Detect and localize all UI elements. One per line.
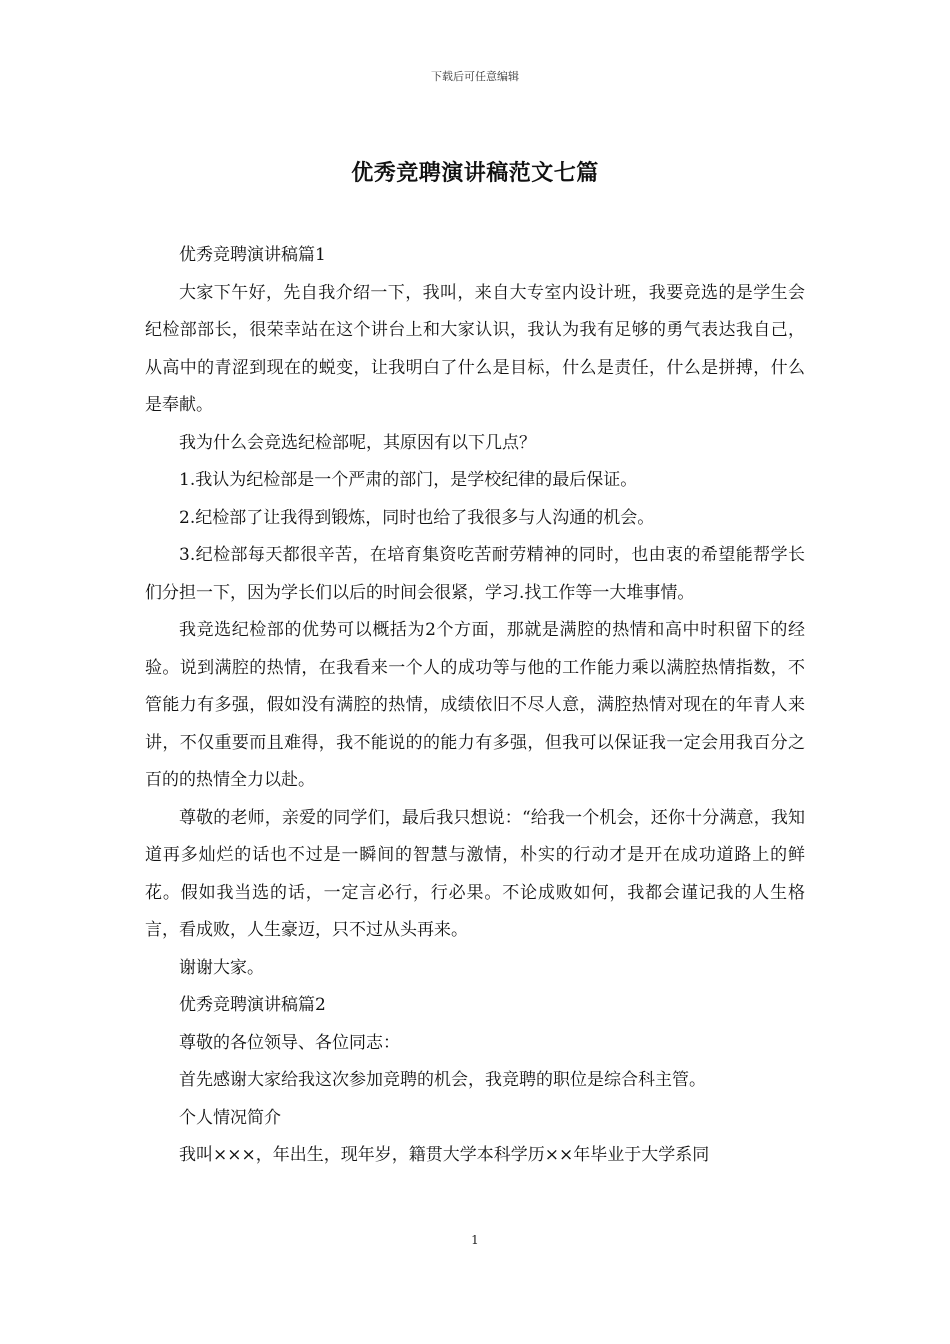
document-body bbox=[145, 237, 805, 1175]
paragraph: 个人情况简介 bbox=[179, 1107, 281, 1128]
paragraph: 首先感谢大家给我这次参加竞聘的机会，我竞聘的职位是综合科主管。 bbox=[179, 1070, 706, 1090]
page-title: 优秀竞聘演讲稿范文七篇 bbox=[351, 161, 599, 186]
paragraph: 3.纪检部每天都很辛苦，在培育集资吃苦耐劳精神的同时，也由衷的希望能帮学长们分担一下，因为学长们以后的时间会很紧，学习.找工作等一大堆事情。 bbox=[145, 545, 805, 603]
page-number: 1 bbox=[471, 1233, 479, 1247]
paragraph: 我竞选纪检部的优势可以概括为2个方面，那就是满腔的热情和高中时积留下的经验。说到满腔的热情，在我看来一个人的成功等与他的工作能力乘以满腔热情指数，不管能力有多强，假如没有满腔的热情，成绩依旧不尽人意，满腔热情对现在的年青人来讲，不仅重要而且难得，我不能说的的能力有多强，但我可以保证我一定会用我百分之百的的热情全力以赴。 bbox=[145, 620, 805, 790]
paragraph: 大家下午好，先自我介绍一下，我叫，来自大专室内设计班，我要竞选的是学生会纪检部部长，很荣幸站在这个讲台上和大家认识，我认为我有足够的勇气表达我自己，从高中的青涩到现在的蜕变，让我明白了什么是目标，什么是责任，什么是拼搏，什么是奉献。 bbox=[145, 282, 805, 415]
paragraph: 尊敬的各位领导、各位同志： bbox=[179, 1032, 400, 1053]
header-note: 下载后可任意编辑 bbox=[431, 70, 519, 83]
paragraph: 优秀竞聘演讲稿篇2 bbox=[179, 995, 326, 1015]
paragraph: 优秀竞聘演讲稿篇1 bbox=[179, 245, 326, 265]
paragraph: 谢谢大家。 bbox=[179, 957, 264, 978]
paragraph: 我为什么会竞选纪检部呢，其原因有以下几点？ bbox=[179, 432, 536, 453]
paragraph: 1.我认为纪检部是一个严肃的部门，是学校纪律的最后保证。 bbox=[179, 470, 638, 490]
paragraph: 我叫×××，年出生，现年岁，籍贯大学本科学历××年毕业于大学系同 bbox=[179, 1145, 710, 1165]
paragraph: 尊敬的老师，亲爱的同学们，最后我只想说：“给我一个机会，还你十分满意，我知道再多灿烂的话也不过是一瞬间的智慧与激情，朴实的行动才是开在成功道路上的鲜花。假如我当选的话，一定言必行，行必果。不论成败如何，我都会谨记我的人生格言，看成败，人生豪迈，只不过从头再来。 bbox=[145, 807, 805, 940]
paragraph: 2.纪检部了让我得到锻炼，同时也给了我很多与人沟通的机会。 bbox=[179, 507, 655, 528]
